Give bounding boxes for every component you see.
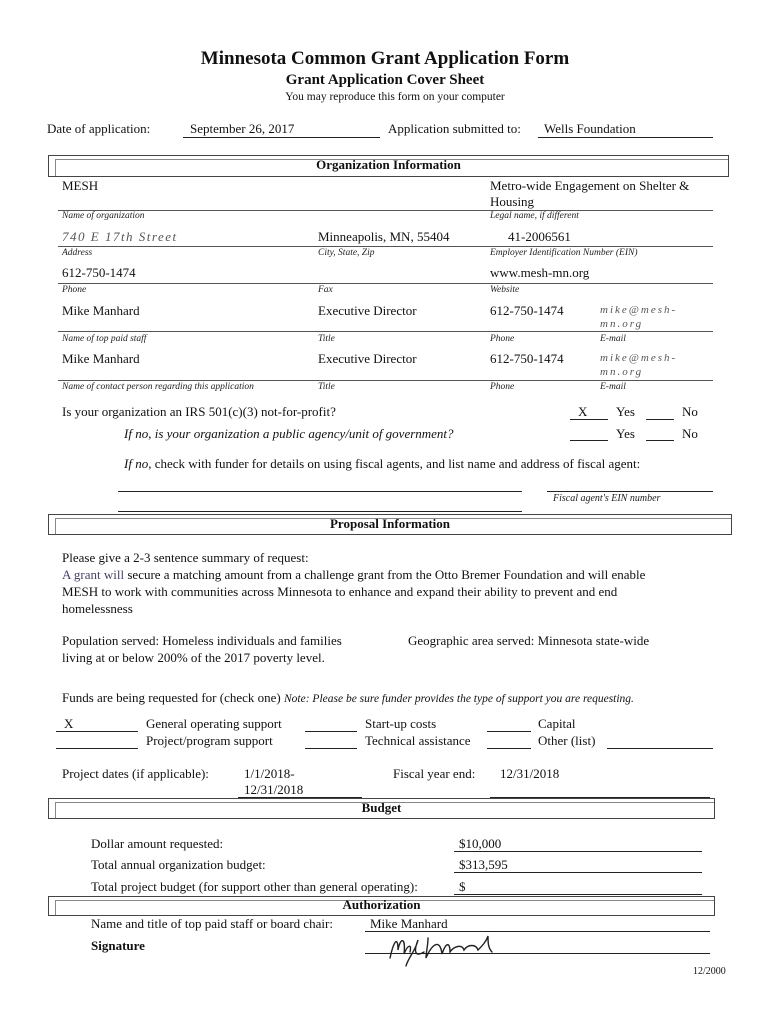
org-name-label: Name of organization [62,211,145,221]
summary-line2[interactable]: MESH to work with communities across Minnesota to enhance and expand their ability to prevent and end [62,584,618,599]
public-agency-question [124,426,454,442]
fiscal-agent-blank[interactable] [118,491,522,492]
irs-no-blank[interactable] [646,419,674,420]
amount-requested-label: Dollar amount requested: [91,836,224,851]
fiscal-agent-question [124,456,640,472]
city-label: City, State, Zip [318,248,375,258]
date-value[interactable]: September 26, 2017 [190,121,295,136]
authorization-section-title: Authorization [342,897,421,912]
website-label: Website [490,285,520,295]
staff-phone-label: Phone [490,334,515,344]
contact-phone-label: Phone [490,382,515,392]
contact-email-line2[interactable]: mn.org [600,366,644,378]
phone-label: Phone [62,285,87,295]
project-dates-value-line2[interactable]: 12/31/2018 [244,782,304,797]
general-support-blank[interactable] [56,731,138,732]
contact-title-label: Title [318,382,335,392]
org-section-header [48,155,729,177]
annual-budget-label: Total annual organization budget: [91,857,266,872]
submitted-label: Application submitted to: [388,121,521,136]
org-section-title: Organization Information [316,157,461,172]
phone-value[interactable]: 612-750-1474 [62,265,136,280]
capital-blank[interactable] [487,731,531,732]
agency-yes-label: Yes [616,426,635,441]
legal-name-label: Legal name, if different [490,211,579,221]
authorization-section-header [48,896,715,916]
project-support-label: Project/program support [146,733,273,748]
date-underline [183,137,380,138]
capital-label: Capital [538,716,576,731]
contact-label: Name of contact person regarding this application [62,382,254,392]
irs-yes-mark[interactable]: X [578,404,588,419]
staff-phone[interactable]: 612-750-1474 [490,303,564,318]
project-budget-value[interactable]: $ [459,879,466,894]
divider [58,210,713,211]
general-support-label: General operating support [146,716,282,731]
agency-no-label: No [682,426,698,441]
agency-yes-blank[interactable] [570,440,608,441]
geographic-area[interactable]: Geographic area served: Minnesota state-wide [408,633,650,648]
page-subtitle: Grant Application Cover Sheet [285,72,485,88]
auth-name-label: Name and title of top paid staff or board chair: [91,916,333,931]
proposal-section-title: Proposal Information [329,516,450,531]
other-list-blank[interactable] [607,748,713,749]
fax-label: Fax [318,285,333,295]
contact-title[interactable]: Executive Director [318,351,417,366]
divider [58,331,713,332]
form-version: 12/2000 [693,966,726,977]
project-dates-label: Project dates (if applicable): [62,766,209,781]
contact-email[interactable]: mike@mesh- [600,352,678,364]
agency-no-blank[interactable] [646,440,674,441]
funds-requested [62,690,634,706]
irs-no-label: No [682,404,698,419]
contact-phone[interactable]: 612-750-1474 [490,351,564,366]
budget-section-title: Budget [361,800,402,815]
address-value[interactable]: 740 E 17th Street [62,229,178,244]
startup-label: Start-up costs [365,716,437,731]
fiscal-year-value[interactable]: 12/31/2018 [500,766,560,781]
address-label: Address [62,248,93,258]
general-support-mark[interactable]: X [64,716,74,731]
org-name[interactable]: MESH [62,178,99,193]
signature-scrawl [384,928,502,972]
staff-title[interactable]: Executive Director [318,303,417,318]
project-support-blank[interactable] [56,748,138,749]
staff-email-line2[interactable]: mn.org [600,318,644,330]
date-label: Date of application: [47,121,151,136]
technical-blank[interactable] [305,748,357,749]
legal-name-line2[interactable]: Housing [490,194,535,209]
title-label: Title [318,334,335,344]
staff-label: Name of top paid staff [62,334,147,344]
irs-yes-blank[interactable] [570,419,608,420]
page-title: Minnesota Common Grant Application Form [200,48,570,69]
city-value[interactable]: Minneapolis, MN, 55404 [318,229,450,244]
ein-label: Employer Identification Number (EIN) [490,248,638,258]
proposal-section-header [48,514,732,535]
population-served-line2[interactable]: living at or below 200% of the 2017 poverty level. [62,650,325,665]
other-label: Other (list) [538,733,596,748]
fiscal-ein-label: Fiscal agent's EIN number [553,493,661,504]
legal-name[interactable]: Metro-wide Engagement on Shelter & [490,178,690,193]
summary-line1: secure a matching amount from a challenge grant from the Otto Bremer Foundation and will enable [124,567,646,582]
fiscal-year-label: Fiscal year end: [393,766,476,781]
divider [58,380,713,381]
irs-question: Is your organization an IRS 501(c)(3) not-for-profit? [62,404,336,419]
contact-name[interactable]: Mike Manhard [62,351,140,366]
funds-label: Funds are being requested for (check one) [62,690,281,705]
summary-label: Please give a 2-3 sentence summary of request: [62,550,309,565]
ein-value[interactable]: 41-2006561 [508,229,571,244]
fiscal-ein-blank[interactable] [547,491,713,492]
other-blank[interactable] [487,748,531,749]
amount-requested-value[interactable]: $10,000 [459,836,502,851]
reproduce-note: You may reproduce this form on your computer [285,91,505,103]
summary-lead: A grant will [62,567,125,582]
fiscal-agent-text: , check with funder for details on using fiscal agents, and list name and address of fiscal agent: [148,456,641,471]
annual-budget-blank [454,872,702,873]
submitted-value[interactable]: Wells Foundation [544,121,636,136]
summary-line3[interactable]: homelessness [62,601,133,616]
irs-yes-label: Yes [616,404,635,419]
if-no-text: If no [124,456,149,471]
project-dates-value[interactable]: 1/1/2018- [244,766,295,781]
website-value[interactable]: www.mesh-mn.org [490,265,590,280]
funds-note: Note: Please be sure funder provides the type of support you are requesting. [284,693,634,705]
if-no-text: If no [124,426,149,441]
submitted-underline [538,137,713,138]
budget-section-header [48,798,715,819]
signature-label: Signature [91,938,145,953]
population-served[interactable]: Population served: Homeless individuals and families [62,633,342,648]
startup-blank[interactable] [305,731,357,732]
public-agency-text: , is your organization a public agency/unit of government? [148,426,454,441]
auth-name-value[interactable]: Mike Manhard [370,916,448,931]
amount-requested-blank [454,851,702,852]
email-label: E-mail [600,334,626,344]
project-budget-label: Total project budget (for support other than general operating): [91,879,418,894]
technical-label: Technical assistance [365,733,471,748]
staff-name[interactable]: Mike Manhard [62,303,140,318]
annual-budget-value[interactable]: $313,595 [459,857,508,872]
fiscal-agent-blank-2[interactable] [118,511,522,512]
project-budget-blank [454,894,702,895]
divider [58,246,713,247]
staff-email[interactable]: mike@mesh- [600,304,678,316]
divider [58,283,713,284]
contact-email-label: E-mail [600,382,626,392]
summary-text[interactable] [62,567,645,583]
